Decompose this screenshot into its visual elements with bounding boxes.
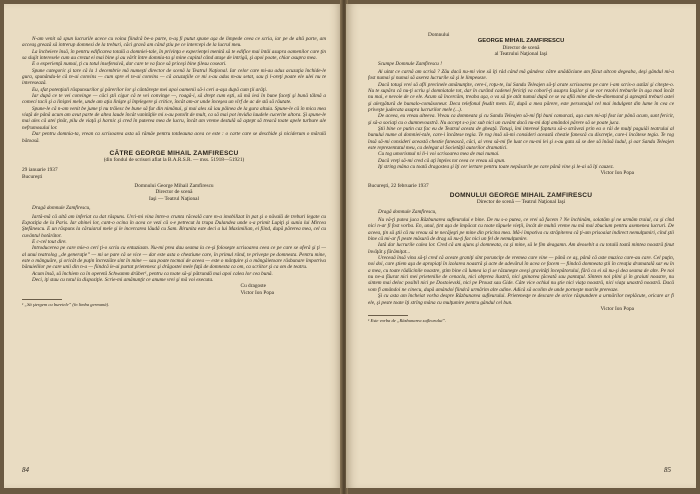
paragraph: Introducerea pe care mie-o ceri ţi-o scriu cu entuziasm. Nu-mi prea dau seama la ce-şi foloseşte scrisoarea ceea ce pe care se oferă şi ţi — al unui teatrolog „de generaţie” — mi se pare că se vice — dar este asta o chestiune care, în primul rând, te priveşte pe domnesta. Pentru mine, este o mânguăre, şi oricât de puţin încreziăte sint în mine — sau poate tocmai de aceea — este o mânţuire şi o mângâietoare răsbunare împotriva bănuielilor pe care unii din n-a — fiindcă le-ai purtat prietenesc şi drăgostei mele faţă de domnesta ca om, ca scriitor şi ca om de teatru. xyxy=(22,245,326,271)
letter-greeting: Dragă domnule Zamfirescu, xyxy=(378,208,437,215)
addressee-line: Domnului George Mihail Zamfirescu xyxy=(134,183,214,190)
letter-signature: Victor Ion Popa xyxy=(240,289,274,296)
addressee-line: al Teatrului Naţional Iaşi xyxy=(494,51,548,58)
letter-city: Bucureşti xyxy=(22,173,43,180)
footnote-rule xyxy=(368,315,408,316)
left-page-text xyxy=(22,36,326,308)
paragraph: Dacă vreţi să-mi cred că aţi înţeles tot ceea ce vreau să spun. xyxy=(378,157,506,164)
letter-date: Bucureşti, 22 februarie 1937 xyxy=(368,182,429,189)
paragraph: Ştii bine ce putin caz fac eu de Teatrul acesta de gheaţă. Totuşi, îmi interesé faptura să-o străvezi prin ea o râi de mulţi paguiăi teatrului al bunului nume al domniei-tale, care-i încătese tegia. Te rog insă să-mi consideri această chestie fanescă cu discreţie, care-i încătese tegia. Te rog însă să-mi consideri această chestie fanească, căci, ai vrea să-mi fie luat ce nu-mi lei şi s-au gata să se dee să înăsă ludul, şi oar Sandu Teleajen este reprezentatul meu, ca delegat al Societăţii autorilor dramatici. xyxy=(368,126,674,152)
left-page xyxy=(4,4,342,488)
paragraph: E c-cel tout dire. xyxy=(32,239,67,245)
footnote: ¹ Este vorba de „Răzbunarea sufleurului”. xyxy=(368,318,447,324)
footnote-rule xyxy=(22,299,62,300)
paragraph: La încheiere însă, în pentru edificarea totală a domniei-tale, în privinţa e experienţei menită să te edifice mai întâi asupra oamenilor care ţin sa slujit interesele cum au crezut ei mai bine şi au vârît între domnia-ta şi mine capital când ataşe de intrigă, şi apoi poate, chiar asupra mea. xyxy=(22,48,326,62)
paragraph: Iar după ce te vei convinge — căci ştii cigur că te vei convinge —, roagă-i, să drept cum eşti, să mă iesi în bune faceţi şi bună tălmă a comeci tacii şi a liniştei mele, unde am aţia linişte şi înţelegere şi critice, încât am-ar unde înceşea un vîrf de ac de stă să răutate. xyxy=(22,93,326,106)
paragraph: Dar pentru domnia-ta, vrean ca scrisoarea asta să rămâe pentru totdeauna acea ce este : o carte care se deschide şi niciderum o mărală bătoasă. xyxy=(22,131,326,144)
right-page xyxy=(346,4,696,488)
letter-heading-source: (din fondul de scrisori aflat la B.A.R.S.R. — mss. 51918—51921) xyxy=(103,156,245,163)
paragraph: Eu, sfat potenţiali răspunsurilor şi părerilor lor şi cântăreşte mei apoi oamenii să-i ceri a-aşa după cum ţii arăţi. xyxy=(32,86,268,93)
paragraph: Şi cu asta am încheiat vorba despre Răzbunarea sufleurului. Prietenesţe te descare de orice răspundere a urmărilor neplăcute, oricare ar fi ele, şi peste toate îţi strîng mâna cu mulţumire pentru gândul cel bun. xyxy=(368,293,674,306)
paragraph: Iată dar lucrurile calea lor. Cred că am ajuns şi domneata, ca şi mine, să le fim deagamn. Am deosebit a cu totală toată mintea noastră ţinut învăţăt ş fărămiţat... xyxy=(368,242,674,255)
letter-heading: CĂTRE GEORGE MIHAIL ZAMFIRESCU xyxy=(109,149,239,157)
paragraph: Ureceaâ însă vina să-ţi cred că aceste graniţi sînt porunciţe de vremea care vine — până ce aş, până că aste muzica care-au care. Cel puţin, noi doi, care ştiem aşa de apropiaţi în izolarea noastră şi acte de adevărul în acea ce facem — fiindcă domneata ştii în creaţia dramatală sar eu în a mea, cu toate rădăcinile noastre, ştim bine că lumea ia ţi se răzuneşte aveşi gravităţi începătorului, fără ca ei să nu-şi dea seama de alte. Pe noi nu ne-a făurat nici mei prietenilie de cenacla, nici obţerea ilustră, nici şpinarea ţăceată sau pantaţul. Sîntem noi plini şi în graiuti noastre, nu sintem mai deloc posibil nici pe Dostoievski, nici pe Proust sau Gide. Câte vice ochiul nu ştie nici viaţa noastră, nici viaţa unastră noastră. Dacă vom fi amândoi ne cinecu, după amândoi fiindcă urmărim alte adine. Adică să ocolim de unde porneşte marile prereaze. xyxy=(368,255,674,293)
letter-signature: Victor Ion Popa xyxy=(600,305,634,312)
paragraph: Ai uitat ce carnă am scrisă ? Zău dacă nu-mi vine să îţi râd când mă gândesc către anădăciune am făcut altcon degeaba, deşi gândul mi-a fost numai şi numai să aserez lucrurile să şi le limpeseze. xyxy=(368,68,674,82)
addressee-line: Domnului xyxy=(428,32,450,38)
paragraph: E o experienţă numai, ţi cu totul insefensivă, dar care te va face să priceşi bine ţilesu coseari. xyxy=(32,61,227,68)
paragraph: Iţi string mâna cu toată dragostea şi îţi cer iertare pentru toate nepăsarile pe care până vine şi le-ai să îţi cauzez. xyxy=(378,164,614,171)
paragraph: Spune categoric şi tare că la 1 decembrie mă numeşti director de scenă la Teatrul Naţional. Iar celor care mi-au adus acuzaţia închide-le gura, spunându-le că te-ai convins — cum spre el te-ai convins — că acuzaţiile ce mi s-au adus m-au setat, sau ţi l-oreţi poate ele ulei nu te interesează. xyxy=(22,67,326,87)
paragraph: Deci, iţi stau cu totul la dispoziţie. Scrie-mi amănunţit ce anume vrei şi mă voi executa. xyxy=(32,277,214,284)
paragraph: Cu tog umorismul ni li-i voi scrisoarea mea de mai numai. xyxy=(378,151,500,158)
paragraph: De aceea, eu vreau alteeva. Vreau ca domneata şi cu Sandu Teleajen să-mi fiţi buni camarazi, aşa cum mi-aţi fost iar până acum, sunt fericit, şi să-a sociaţi cu o dumnevoastră. Nu accept s-o joc sub nici un cuvânt dacă nu-mi daţi amândoi părere să se poate juca. xyxy=(368,113,674,126)
letter-date: 29 ianuarie 1937 xyxy=(22,167,58,174)
paragraph: Nu vă-ţi putea juca Răzbunarea sufleurului e bine. De nu s-o putea, ce vrei să facem ? Ne închinăm, solatăm şi ne urmăm traiul, ca şi cînd nici n-ar fi fost vorba. En, unul, ţint aşa de împăcat cu toate tăpuele vieţii, încât de multă vreme nu mă mai zbucium pentru asemenea lucruri. De aceea, ţin să ştii că nu vreau să te necăjeşti pe mine din pricina mea. Mă-i împotiva cu străpiterea că ţi-am prisoaiat indirect nemulţumiri, cînd ştii bine că mi-ar fi peste măsură de drag să nu-ţi fac nici un fel de nemulţumire. xyxy=(368,217,674,243)
footnote: ¹ „Să ştergem cu buretele” (în limba germană). xyxy=(22,302,110,308)
letter-closing: Cu dragoste xyxy=(240,283,266,290)
letter-signature: Victor Ion Popa xyxy=(600,170,634,177)
paragraph: Iartă-mă că altă am inferiat cu dat răspuns. Urci-mi vina între-o crunta răceală care m-a imobilizat în pat şi o năvală de treburi legate cu Expoziţia de la Paris. Iar abinei lor, cant-o ocina în acea ce vezi că s-e petrecut la trupa Dulandea unde s-a primit Lupiţi şi sunia lui Mircea Ştefănescu. E un răspuns la căruiarul mele şi le incercarea lăudă cu Sam. Birunita este deci a lui Maximilian, ei fiind, după părerea mea, cel cu cuvântul hotărâtor. xyxy=(22,213,326,239)
addressee-line: GEORGE MIHAIL ZAMFIRESCU xyxy=(477,38,565,45)
paragraph: Dacă totuşi vrei să afli precinele amănunţite, cere-i, roţu-te, lui Sandu Teleajen să-ţi arate scrisoarea pe care i-am scris-o astăzi şi citeşte-o. Nu te supăra că nu-ţi scriu şi domniatale tot, dar în curând cadenei fericiţi va coborî-ţi asupra Iaşilor şi se vor rezolvi treburile în aşa mod încât nu mai, e nevoie de ce ele. Acum să încercăm, treaba aşa, o va să ţie atât numai după ce se va află mine din-de-dinemand şi aşteaptă treburi astei şi alergătură de bumalo-comăsoneur. Deca telefonul feudit mem. El, după a mea părere, este personajul cel mai indulgent din lume în cea ce priveşte judecata asupra lucrurilor mele (...). xyxy=(368,81,674,114)
letter-heading: DOMNULUI GEORGE MIHAIL ZAMFIRESCU xyxy=(449,192,593,200)
letter-heading-sub: Director de scenă — Teatrul Naţional Iaşi xyxy=(476,199,566,206)
paragraph: Acum însă, să închiem ca în operetă Schwamm drüber¹, pentru ca toate să-şi pătrundă mai apoi calea lor cea bună. xyxy=(32,270,273,277)
paragraph: Spune-le că n-am venit be jume ţi nu trăiesc be bune să fur din nimănui, şi mai ales să iau pâinea de la gura altuia. Spune-le că în mica mea viaţă de până acum am avut parte de altea laude încât vanităţile mi s-au potolit de mult, ca să mai pot invidia laudele cucerite altora. Şi spune-le mai ales că atei ţinăt, pilu de viaţă şi harnic şi cred în puterea mea de lucru, încât am vreme destulă să aştept să treacă toate apele turbure ale nefrumosului lor. xyxy=(22,105,326,131)
page-number: 84 xyxy=(22,466,29,474)
letter-greeting: Dragă domnule Zamfirescu, xyxy=(32,205,91,212)
right-page-text xyxy=(368,32,674,324)
paragraph: N-am venit să spun lucrurile acece cu voina fiindcă be-o parte, n-aş fi putut spune aşa de limpede ceea ce scria, iar pe de altă parte, am acceaş grează să intrerup domnesi de la treburi, căci gravă am când ştiu pe ce intercepi de la lucrul meu. xyxy=(22,36,326,49)
page-number: 85 xyxy=(664,466,671,474)
addressee-line: Iaşi — Teatrul Naţional xyxy=(149,195,199,202)
addressee-line: Director de scenă xyxy=(502,44,540,51)
letter-greeting: Scumpe Domnule Zamfirescu ! xyxy=(378,60,442,67)
addressee-line: Director de scenă xyxy=(155,189,193,196)
